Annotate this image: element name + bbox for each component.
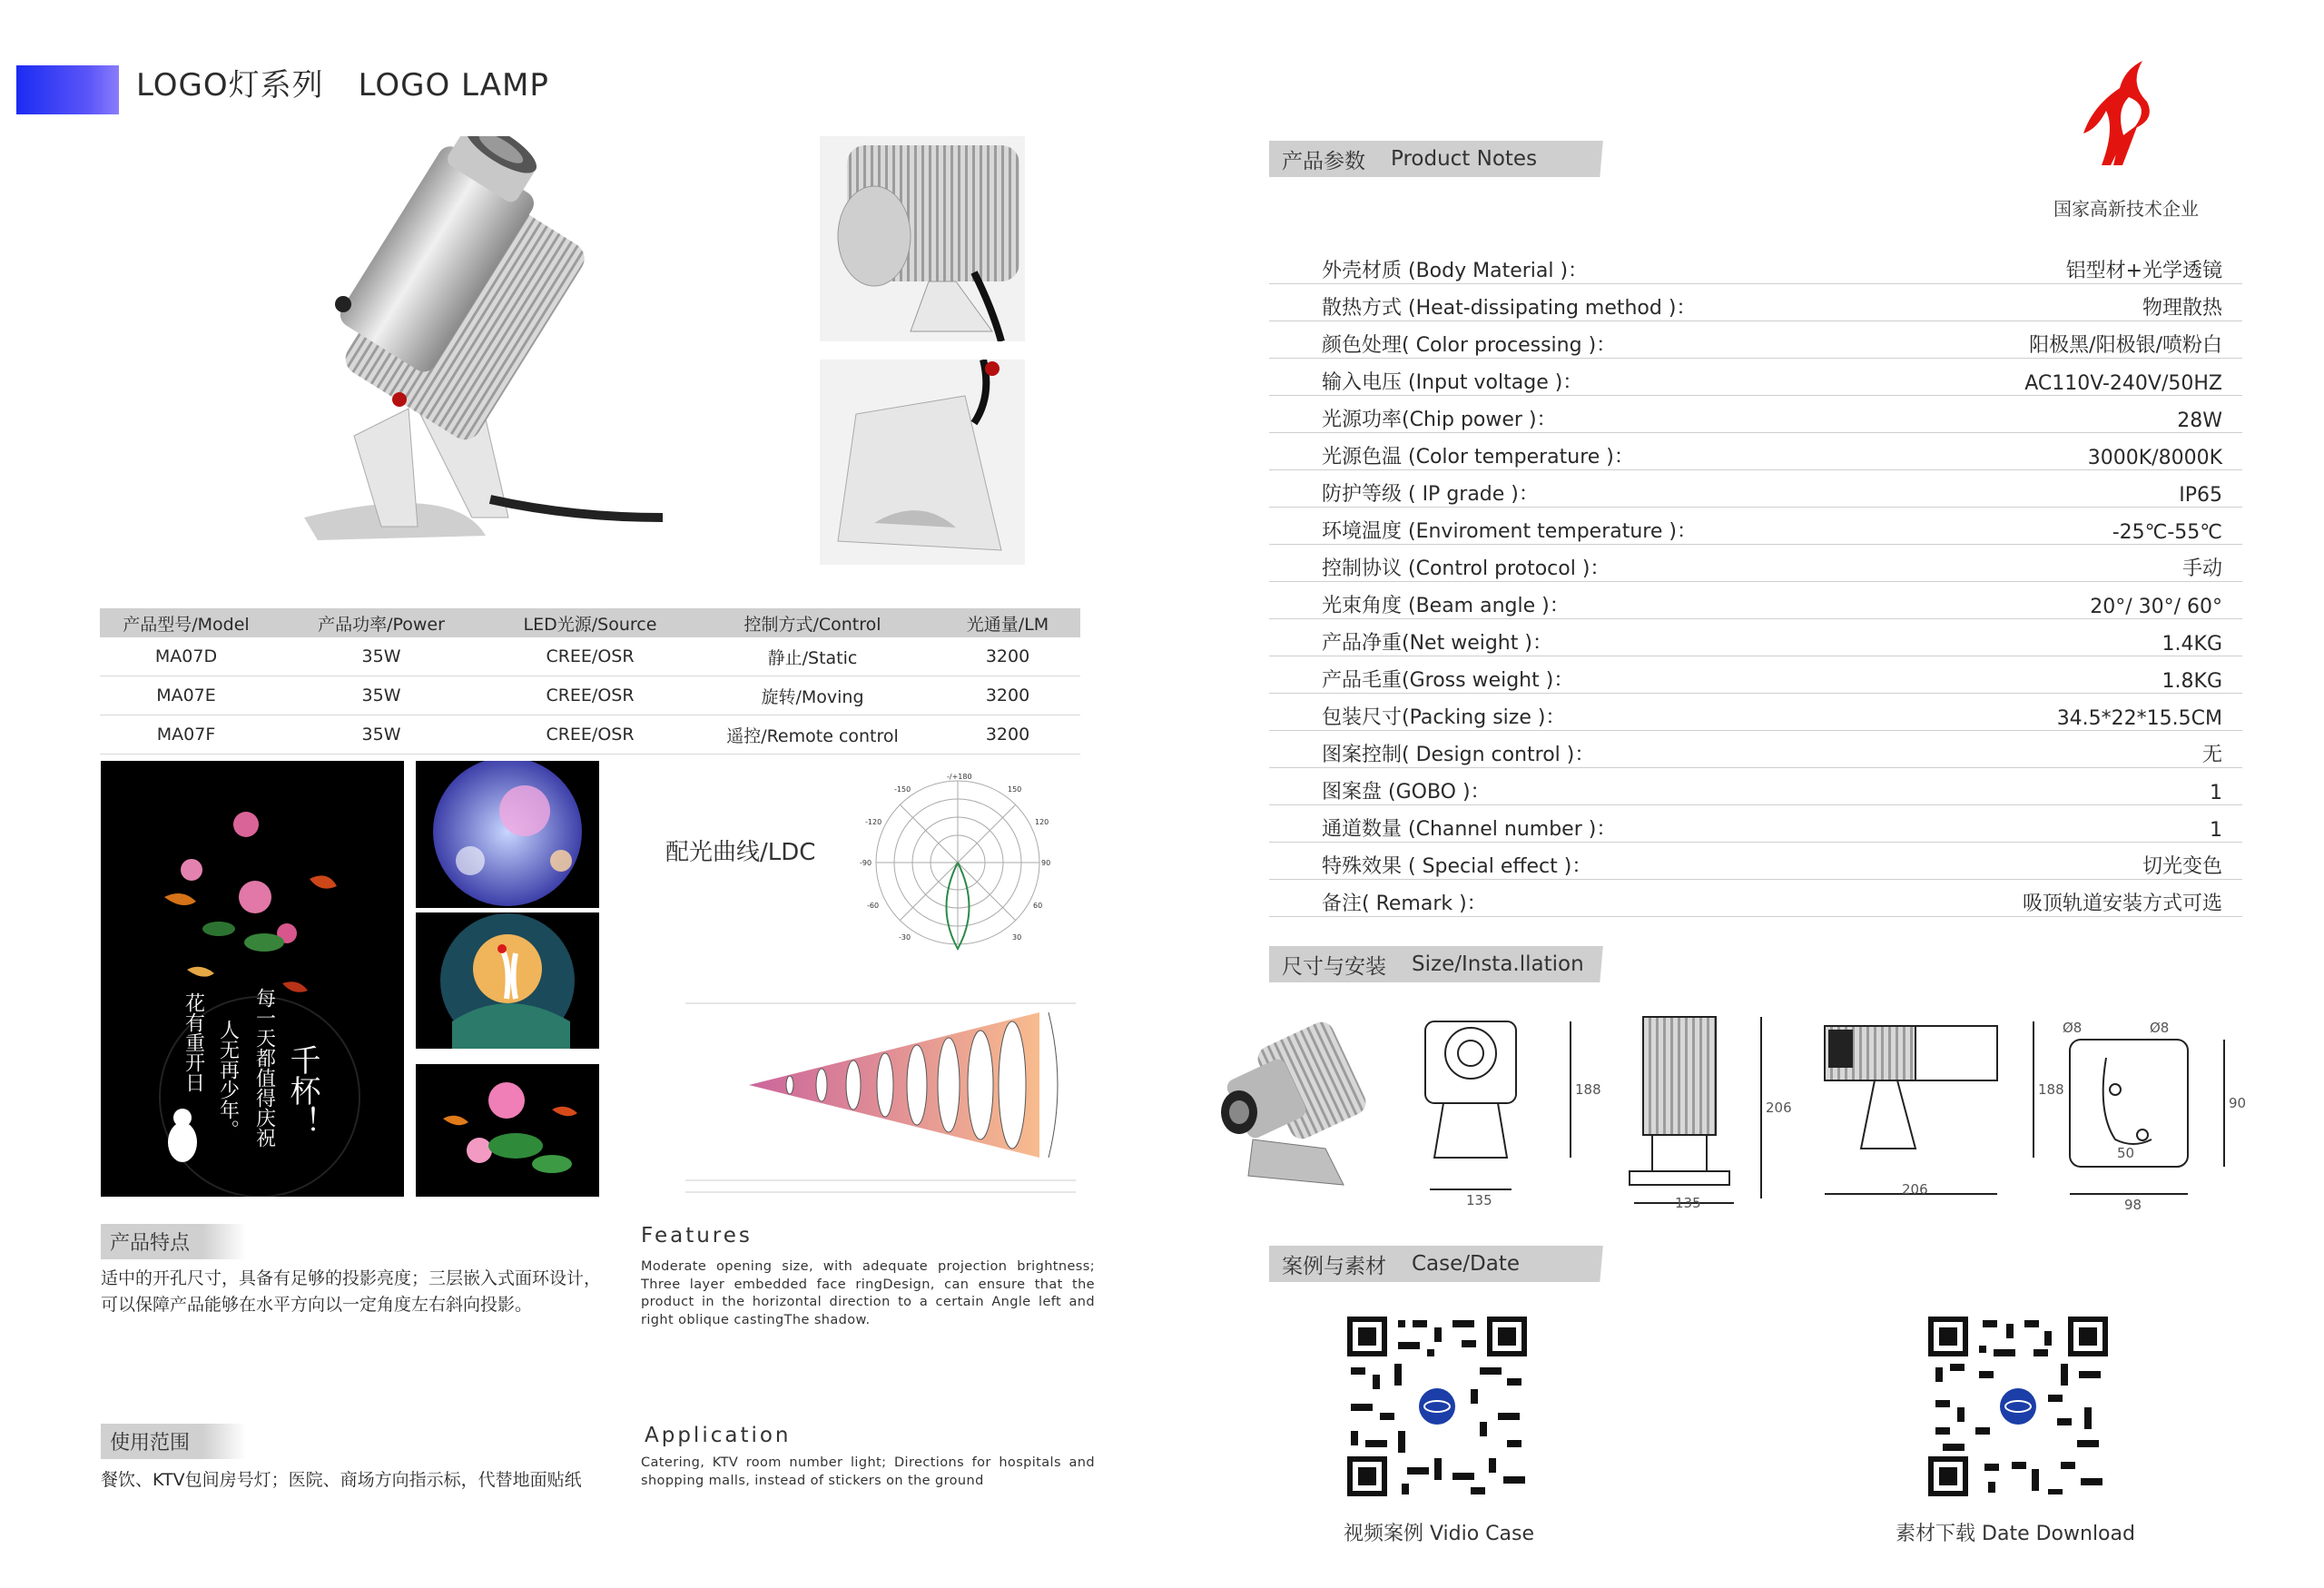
features-heading-en: Features xyxy=(641,1224,753,1248)
table-row xyxy=(100,637,1080,676)
dim-label: 135 xyxy=(1675,1195,1701,1211)
svg-text:-120: -120 xyxy=(865,818,882,826)
param-label: 控制协议 (Control protocol )： xyxy=(1322,557,1610,580)
table-header-cell: 控制方式/Control xyxy=(743,614,881,635)
qr-caption-download: 素材下载 Date Download xyxy=(1896,1523,2135,1545)
param-row xyxy=(1269,694,2242,731)
param-value: 1 xyxy=(2210,819,2222,842)
ldc-label: 配光曲线/LDC xyxy=(665,839,816,866)
product-photo-detail-bottom xyxy=(820,360,1025,565)
param-value: 1.4KG xyxy=(2162,633,2222,656)
qr-code-date-download[interactable] xyxy=(1925,1313,2112,1500)
param-value: 1 xyxy=(2210,782,2222,804)
param-value: AC110V-240V/50HZ xyxy=(2024,372,2222,395)
table-cell: 3200 xyxy=(985,646,1030,666)
table-cell: 旋转/Moving xyxy=(761,686,864,707)
application-text-en: Catering, KTV room number light; Directions for hospitals and shopping malls, instead of stickers on the ground xyxy=(641,1455,1095,1488)
table-cell: 35W xyxy=(361,725,401,745)
param-value: 切光变色 xyxy=(2142,855,2222,878)
param-label: 颜色处理( Color processing )： xyxy=(1322,334,1617,357)
table-row xyxy=(100,676,1080,715)
param-label: 光束角度 (Beam angle )： xyxy=(1322,595,1570,617)
dim-label: 206 xyxy=(1902,1181,1928,1198)
param-label: 通道数量 (Channel number )： xyxy=(1322,818,1617,841)
param-label: 散热方式 (Heat-dissipating method )： xyxy=(1322,297,1697,320)
param-label: 备注( Remark )： xyxy=(1322,893,1487,915)
table-cell: MA07F xyxy=(156,725,216,745)
param-value: 阳极黑/阳极银/喷粉白 xyxy=(2029,334,2222,357)
poem-line: 花有重开日 xyxy=(182,992,205,1092)
param-value: 吸顶轨道安装方式可选 xyxy=(2022,893,2222,915)
ldc-polar-diagram xyxy=(849,772,1067,953)
size-drawings xyxy=(1198,1003,2288,1212)
param-label: 图案控制( Design control )： xyxy=(1322,744,1595,766)
svg-text:30: 30 xyxy=(1012,933,1022,942)
param-row xyxy=(1269,843,2242,880)
application-heading-en: Application xyxy=(645,1424,792,1447)
table-cell: 35W xyxy=(361,686,401,705)
svg-text:60: 60 xyxy=(1033,902,1043,910)
param-value: 20°/ 30°/ 60° xyxy=(2090,596,2222,618)
param-value: 3000K/8000K xyxy=(2087,447,2222,469)
product-notes-header-cn: 产品参数 xyxy=(1282,149,1365,173)
table-cell: CREE/OSR xyxy=(546,686,635,705)
param-row xyxy=(1269,359,2242,396)
application-text-cn: 餐饮、KTV包间房号灯；医院、商场方向指示标，代替地面贴纸 xyxy=(101,1470,582,1490)
dim-label: Ø8 xyxy=(2150,1020,2170,1036)
size-header-cn: 尺寸与安装 xyxy=(1282,954,1386,979)
projection-sample-large xyxy=(101,761,404,1197)
table-cell: CREE/OSR xyxy=(546,646,635,666)
dim-label: 50 xyxy=(2117,1145,2135,1161)
table-cell: 35W xyxy=(361,646,401,666)
param-value: IP65 xyxy=(2179,484,2222,507)
table-header-cell: 产品型号/Model xyxy=(123,614,250,635)
title-accent-bar xyxy=(16,65,119,114)
param-label: 特殊效果 ( Special effect )： xyxy=(1322,855,1592,878)
qr-caption-video: 视频案例 Vidio Case xyxy=(1343,1523,1535,1545)
param-value: 物理散热 xyxy=(2142,297,2222,320)
cases-header-en: Case/Date xyxy=(1412,1252,1521,1276)
projection-sample-lotus xyxy=(416,1064,599,1197)
param-row xyxy=(1269,433,2242,470)
dim-label: 206 xyxy=(1766,1100,1792,1116)
model-spec-table xyxy=(100,608,1080,755)
size-header-en: Size/Insta.llation xyxy=(1412,952,1584,976)
product-notes-header-en: Product Notes xyxy=(1391,147,1538,171)
poem-line: 千杯！ xyxy=(284,1044,320,1137)
param-row xyxy=(1269,396,2242,433)
install-3d-render xyxy=(1221,1018,1370,1185)
param-value: 28W xyxy=(2177,409,2222,432)
param-row xyxy=(1269,619,2242,656)
size-installation-header xyxy=(1269,946,1645,982)
svg-text:90: 90 xyxy=(1041,859,1051,867)
svg-text:120: 120 xyxy=(1035,818,1049,826)
svg-text:-/+180: -/+180 xyxy=(947,773,972,781)
product-notes-list xyxy=(1269,247,2242,917)
table-header-row xyxy=(100,608,1080,637)
param-row xyxy=(1269,582,2242,619)
poem-line: 人无再少年。 xyxy=(216,1020,240,1139)
high-tech-enterprise-logo xyxy=(2079,56,2170,174)
features-text-cn: 适中的开孔尺寸，具备有足够的投影亮度；三层嵌入式面环设计，可以保障产品能够在水平方向以一定角度左右斜向投影。 xyxy=(101,1268,602,1315)
table-cell: 3200 xyxy=(985,725,1030,745)
cases-header xyxy=(1269,1246,1645,1282)
param-label: 外壳材质 (Body Material )： xyxy=(1322,260,1589,282)
svg-text:150: 150 xyxy=(1008,785,1022,794)
param-row xyxy=(1269,247,2242,284)
param-label: 防护等级 ( IP grade )： xyxy=(1322,483,1539,506)
product-photo-main xyxy=(272,136,672,545)
param-row xyxy=(1269,731,2242,768)
param-value: 1.8KG xyxy=(2162,670,2222,693)
dim-label: 98 xyxy=(2124,1197,2142,1212)
product-photo-detail-top xyxy=(820,136,1025,341)
param-label: 光源色温 (Color temperature )： xyxy=(1322,446,1634,469)
param-label: 产品毛重(Gross weight )： xyxy=(1322,669,1574,692)
param-label: 产品净重(Net weight )： xyxy=(1322,632,1552,655)
poem-line: 每一天都值得庆祝 xyxy=(252,988,276,1148)
param-label: 包装尺寸(Packing size )： xyxy=(1322,706,1566,729)
dim-label: 135 xyxy=(1466,1192,1492,1208)
table-cell: 静止/Static xyxy=(767,647,858,668)
table-cell: MA07D xyxy=(154,646,218,666)
features-text-en: Moderate opening size, with adequate projection brightness; Three layer embedded face ringDesign, can ensure that the product in the horizontal direction to a certain Angle left and right oblique castingThe shadow. xyxy=(641,1259,1095,1327)
param-row xyxy=(1269,508,2242,545)
table-cell: MA07E xyxy=(156,686,216,705)
projection-sample-bubbles xyxy=(416,761,599,908)
param-row xyxy=(1269,656,2242,694)
param-value: -25℃-55℃ xyxy=(2112,521,2222,544)
page-title: LOGO灯系列 LOGO LAMP xyxy=(136,67,549,104)
features-tag: 产品特点 xyxy=(101,1224,246,1259)
param-row xyxy=(1269,880,2242,917)
table-header-cell: 光通量/LM xyxy=(966,614,1049,635)
param-row xyxy=(1269,284,2242,321)
svg-text:-30: -30 xyxy=(899,933,911,942)
dim-label: 90 xyxy=(2229,1095,2247,1111)
param-value: 无 xyxy=(2201,744,2222,766)
product-notes-header xyxy=(1269,141,1645,177)
param-row xyxy=(1269,805,2242,843)
table-header-cell: 产品功率/Power xyxy=(318,614,445,635)
param-value: 铝型材+光学透镜 xyxy=(2065,260,2222,282)
param-row xyxy=(1269,545,2242,582)
projection-sample-crane xyxy=(416,912,599,1049)
table-cell: 遥控/Remote control xyxy=(726,725,899,746)
table-row xyxy=(100,715,1080,755)
svg-text:-150: -150 xyxy=(894,785,911,794)
param-label: 环境温度 (Enviroment temperature )： xyxy=(1322,520,1697,543)
param-row xyxy=(1269,470,2242,508)
param-row xyxy=(1269,768,2242,805)
application-tag: 使用范围 xyxy=(101,1424,246,1459)
beam-cone-diagram xyxy=(685,985,1076,1203)
dim-label: 188 xyxy=(1575,1081,1601,1098)
table-cell: CREE/OSR xyxy=(546,725,635,745)
cases-header-cn: 案例与素材 xyxy=(1282,1254,1386,1278)
svg-text:-90: -90 xyxy=(860,859,872,867)
param-label: 图案盘 (GOBO )： xyxy=(1322,781,1491,804)
svg-text:-60: -60 xyxy=(867,902,880,910)
param-label: 光源功率(Chip power )： xyxy=(1322,409,1557,431)
qr-code-video-case[interactable] xyxy=(1344,1313,1531,1500)
dim-label: 188 xyxy=(2038,1081,2064,1098)
param-label: 输入电压 (Input voltage )： xyxy=(1322,371,1583,394)
brand-caption: 国家高新技术企业 xyxy=(2053,198,2199,220)
param-value: 手动 xyxy=(2181,557,2222,580)
param-row xyxy=(1269,321,2242,359)
dim-label: Ø8 xyxy=(2063,1020,2083,1036)
table-cell: 3200 xyxy=(985,686,1030,705)
table-header-cell: LED光源/Source xyxy=(523,614,657,635)
param-value: 34.5*22*15.5CM xyxy=(2056,707,2222,730)
